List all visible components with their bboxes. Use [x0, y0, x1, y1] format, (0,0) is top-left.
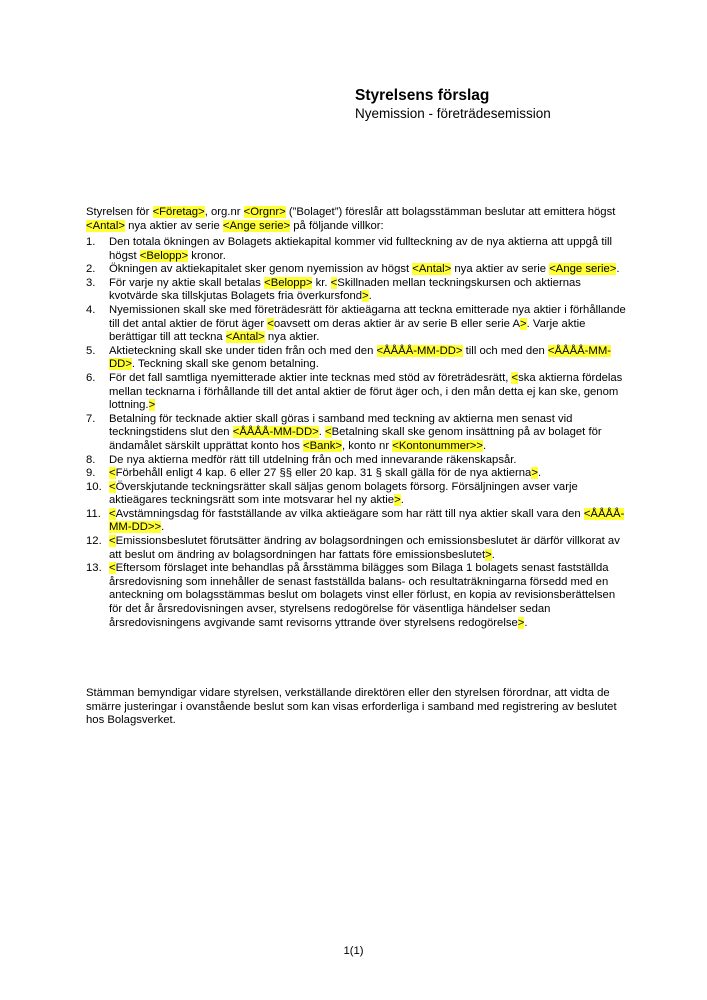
- text-run: . Teckning skall ske genom betalning.: [131, 358, 319, 371]
- text-run: .: [537, 467, 542, 480]
- condition-number: 5.: [86, 344, 96, 357]
- text-run: Förbehåll enligt 4 kap. 6 eller 27 §§ eller 20 kap. 31 § skall gälla för de nya aktierna: [115, 467, 532, 480]
- placeholder-highlight: <Ange serie>: [222, 219, 291, 232]
- text-run: Skillnaden mellan teckningskursen och aktiernas kvotvärde ska tillskjutas Bolagets fria överkursfond: [109, 276, 581, 303]
- text-run: nya aktier.: [264, 331, 320, 344]
- placeholder-highlight: <: [109, 467, 116, 480]
- condition-number: 12.: [86, 535, 102, 548]
- closing-paragraph: Stämman bemyndigar vidare styrelsen, verkställande direktören eller den styrelsen förordnar, att vidta de smärre justeringar i ovanstående beslut som kan visas erforderliga i samband med registrering av beslutet hos Bolagsverket.: [86, 687, 617, 727]
- placeholder-highlight: <Bank>: [303, 439, 342, 452]
- text-run: nya aktier av serie: [451, 263, 550, 276]
- text-run: För varje ny aktie skall betalas: [109, 276, 265, 289]
- condition-number: 2.: [86, 263, 96, 276]
- text-run: Den totala ökningen av Bolagets aktiekapital kommer vid fullteckning av de nya aktierna att uppgå till högst: [109, 236, 613, 262]
- placeholder-highlight: <Antal>: [412, 263, 452, 276]
- text-run: Nyemissionen skall ske med företrädesrätt för aktieägarna att teckna emitterade nya aktier i förhållande till det antal aktier de förut äger: [109, 303, 626, 330]
- text-run: , org.nr: [204, 206, 244, 219]
- placeholder-highlight: <: [109, 507, 116, 520]
- text-run: Överskjutande teckningsrätter skall säljas genom bolagets försorg. Försäljningen avser varje aktieägares teckningsrätt som inte motsvarar hel ny aktie: [109, 480, 578, 507]
- condition-number: 1.: [86, 236, 96, 248]
- placeholder-highlight: <Antal>: [225, 331, 265, 344]
- text-run: ska aktierna fördelas mellan tecknarna i förhållande till det antal aktier de förut äger och, i den mån detta ej kan ske, genom lottning.: [109, 371, 623, 412]
- condition-item: [86, 454, 626, 468]
- placeholder-highlight: <Belopp>: [139, 249, 189, 262]
- conditions-list: [86, 236, 626, 630]
- text-run: Avstämningsdag för fastställande av vilka aktieägare som har rätt till nya aktier skall vara den: [115, 507, 584, 520]
- placeholder-highlight: <: [267, 317, 274, 330]
- text-run: Emissionsbeslutet förutsätter ändring av bolagsordningen och emissionsbeslutet är därför villkorat av att beslut om ändring av bolagsordningen har fattats före emissionsbeslutet: [109, 535, 620, 561]
- condition-item: [86, 481, 626, 508]
- text-run: .: [161, 521, 165, 534]
- placeholder-highlight: >: [362, 290, 369, 303]
- condition-item: [86, 304, 626, 345]
- condition-item: [86, 236, 626, 263]
- condition-number: 7.: [86, 412, 96, 425]
- text-run: (”Bolaget”) föreslår att bolagsstämman beslutar att emittera högst: [285, 206, 616, 219]
- placeholder-highlight: <Ange serie>: [549, 263, 617, 276]
- condition-item: [86, 345, 626, 372]
- condition-item: [86, 535, 626, 562]
- text-run: kronor.: [188, 249, 226, 262]
- text-run: .: [524, 616, 528, 629]
- condition-number: 11.: [86, 507, 101, 520]
- text-run: .: [483, 439, 487, 452]
- placeholder-highlight: >: [394, 494, 401, 507]
- condition-item: [86, 467, 626, 481]
- text-run: .: [491, 548, 495, 561]
- placeholder-highlight: <: [109, 480, 116, 493]
- placeholder-highlight: >: [148, 399, 156, 412]
- placeholder-highlight: <Orgnr>: [243, 206, 286, 219]
- placeholder-highlight: <: [109, 562, 116, 575]
- page-title: Styrelsens förslag: [355, 87, 490, 104]
- condition-number: 4.: [86, 303, 96, 316]
- placeholder-highlight: <Företag>: [152, 206, 205, 219]
- text-run: .: [400, 494, 404, 507]
- text-run: .: [368, 290, 372, 303]
- condition-number: 10.: [86, 480, 102, 493]
- text-run: kr.: [312, 276, 331, 289]
- condition-number: 8.: [86, 453, 96, 466]
- text-run: . Varje aktie berättigar till att teckna: [109, 317, 586, 344]
- placeholder-highlight: >: [531, 467, 538, 480]
- placeholder-highlight: >: [485, 548, 492, 561]
- condition-number: 6.: [86, 371, 96, 384]
- text-run: De nya aktierna medför rätt till utdelning från och med innevarande räkenskapsår.: [109, 453, 517, 466]
- text-run: Styrelsen för: [86, 206, 153, 219]
- page-number: 1(1): [343, 945, 364, 957]
- intro-paragraph: [86, 206, 626, 233]
- text-run: Betalning skall ske genom insättning på av bolaget för ändamålet särskilt upprättat konto hos: [109, 426, 602, 452]
- text-run: Betalning för tecknade aktier skall göras i samband med teckning av aktierna men senast vid teckningstidens slut den: [109, 412, 573, 439]
- text-run: till och med den: [462, 344, 548, 357]
- condition-item: [86, 277, 626, 304]
- placeholder-highlight: <Belopp>: [264, 276, 313, 289]
- placeholder-highlight: <ÅÅÅÅ-MM-DD>: [109, 344, 612, 371]
- text-run: För det fall samtliga nyemitterade aktier inte tecknas med stöd av företrädesrätt,: [109, 371, 512, 384]
- placeholder-highlight: <ÅÅÅÅ-MM-DD>: [232, 426, 319, 439]
- condition-number: 3.: [86, 276, 96, 289]
- text-run: nya aktier av serie: [124, 219, 223, 232]
- condition-item: [86, 263, 626, 277]
- text-run: , konto nr: [342, 439, 393, 452]
- placeholder-highlight: >: [517, 616, 525, 629]
- text-run: Eftersom förslaget inte behandlas på årsstämma bilägges som Bilaga 1 bolagets senast fastställda årsredovisning som innehåller de senast fastställda balans- och resultaträkningarna försedd med en anteckning om bolagsstämmas beslut om bolagets vinst eller förlust, en kopia av revisionsberättelsen för det år årsredovisningen avser, styrelsens redogörelse för väsentliga händelser sedan årsredovisningens avgivande samt revisorns yttrande över styrelsens redogörelse: [109, 562, 616, 629]
- placeholder-highlight: >: [520, 317, 527, 330]
- placeholder-highlight: <Kontonummer>>: [392, 439, 483, 452]
- placeholder-highlight: <: [511, 371, 519, 384]
- condition-number: 9.: [86, 467, 96, 480]
- placeholder-highlight: <Antal>: [86, 219, 125, 232]
- text-run: Aktieteckning skall ske under tiden från och med den: [109, 344, 377, 357]
- placeholder-highlight: <: [325, 426, 332, 439]
- condition-item: [86, 562, 626, 630]
- text-run: .: [318, 426, 325, 439]
- placeholder-highlight: <: [109, 535, 116, 548]
- placeholder-highlight: <: [330, 276, 338, 289]
- page-subtitle: Nyemission - företrädesemission: [355, 106, 551, 121]
- text-run: på följande villkor:: [290, 219, 384, 232]
- text-run: oavsett om deras aktier är av serie B eller serie A: [273, 317, 520, 330]
- placeholder-highlight: <ÅÅÅÅ-MM-DD>: [376, 344, 463, 357]
- condition-item: [86, 508, 626, 535]
- placeholder-highlight: <ÅÅÅÅ-MM-DD>>: [109, 507, 625, 534]
- condition-item: [86, 372, 626, 413]
- text-run: .: [616, 263, 620, 276]
- condition-item: [86, 413, 626, 454]
- condition-number: 13.: [86, 562, 102, 575]
- text-run: Ökningen av aktiekapitalet sker genom nyemission av högst: [109, 263, 413, 276]
